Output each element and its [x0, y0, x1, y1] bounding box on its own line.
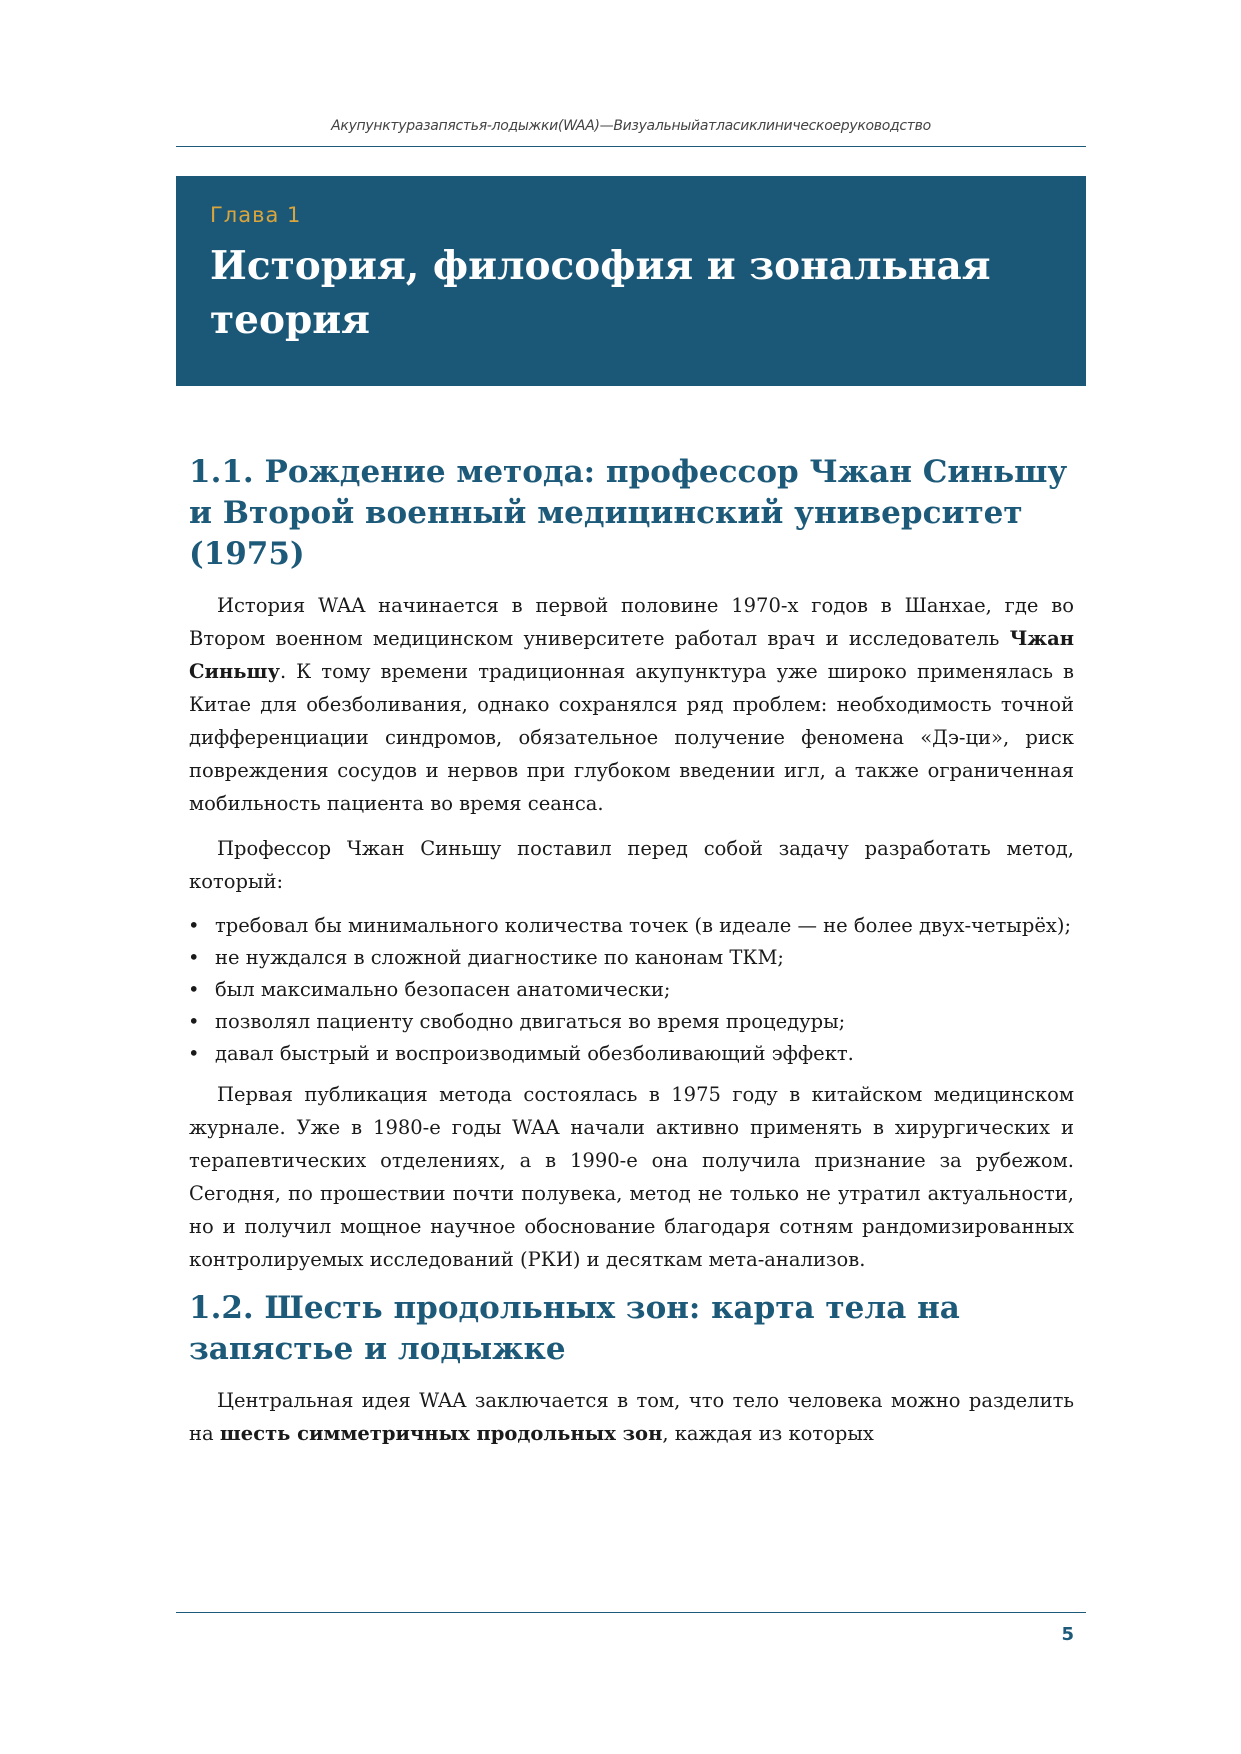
list-item-text: давал быстрый и воспроизводимый обезболивающий эффект. — [215, 1042, 854, 1065]
list-item — [189, 1006, 1074, 1038]
bullet-icon: • — [188, 946, 200, 969]
section-1-paragraph-3: Первая публикация метода состоялась в 1975 году в китайском медицинском журнале. Уже в 1980-е годы WAA начали активно применять в хирургических и терапевтических отделениях, а в 1990-е она получила признание за рубежом. Сегодня, по прошествии почти полувека, метод не только не утратил актуальности, но и получил мощное научное обоснование благодаря сотням рандомизированных контролируемых исследований (РКИ) и десяткам мета-анализов. — [189, 1083, 1074, 1271]
footer-divider — [176, 1612, 1086, 1613]
list-item — [189, 1038, 1074, 1070]
bullet-icon: • — [188, 1010, 200, 1033]
section-1-heading: 1.1. Рождение метода: профессор Чжан Синьшу и Второй военный медицинский университет (1975) — [189, 454, 1068, 572]
section-1-paragraph-1 — [189, 589, 1074, 820]
list-item-text: был максимально безопасен анатомически; — [215, 978, 671, 1001]
chapter-label: Глава 1 — [210, 203, 302, 227]
section-2-paragraph-1 — [189, 1384, 1074, 1450]
list-item — [189, 974, 1074, 1006]
header-divider — [176, 146, 1086, 147]
bullet-icon: • — [188, 1042, 200, 1065]
section-2-paragraph-1-text-b: , каждая из которых — [662, 1422, 874, 1445]
list-item — [189, 942, 1074, 974]
section-2-heading: 1.2. Шесть продольных зон: карта тела на запястье и лодыжке — [189, 1290, 960, 1367]
chapter-banner — [176, 176, 1086, 386]
section-1-paragraph-2: Профессор Чжан Синьшу поставил перед собой задачу разработать метод, который: — [189, 837, 1074, 893]
chapter-title — [210, 239, 1052, 347]
section-1-paragraph-1-bold: Чжан Синьшу — [189, 627, 1074, 683]
bullet-icon: • — [188, 914, 200, 937]
list-item — [189, 910, 1074, 942]
list-item-text: позволял пациенту свободно двигаться во время процедуры; — [215, 1010, 846, 1033]
chapter-title-line-2: теория — [210, 297, 370, 344]
page-content — [189, 452, 1074, 1462]
section-2-paragraph-1-bold: шесть симметричных продольных зон — [219, 1422, 663, 1445]
requirements-list — [189, 910, 1074, 1070]
list-item-text: не нуждался в сложной диагностике по канонам ТКМ; — [215, 946, 785, 969]
chapter-title-line-1: История, философия и зональная — [210, 243, 991, 290]
running-header: Акупунктуразапястья-лодыжки(WAA)—Визуальныйатласиклиническоеруководство — [331, 118, 931, 134]
page-number: 5 — [1061, 1624, 1074, 1645]
section-1-paragraph-1-text-a: История WAA начинается в первой половине 1970-х годов в Шанхае, где во Втором военном медицинском университете работал врач и исследователь — [189, 594, 1074, 650]
section-2-paragraph-1-text-a: Центральная идея WAA заключается в том, что тело человека можно разделить на — [189, 1389, 1074, 1445]
bullet-icon: • — [188, 978, 200, 1001]
list-item-text: требовал бы минимального количества точек (в идеале — не более двух-четырёх); — [215, 914, 1072, 937]
section-1-paragraph-1-text-b: . К тому времени традиционная акупунктура уже широко применялась в Китае для обезболивания, однако сохранялся ряд проблем: необходимость точной дифференциации синдромов, обязательное получение феномена «Дэ-ци», риск повреждения сосудов и нервов при глубоком введении игл, а также ограниченная мобильность пациента во время сеанса. — [189, 660, 1074, 815]
